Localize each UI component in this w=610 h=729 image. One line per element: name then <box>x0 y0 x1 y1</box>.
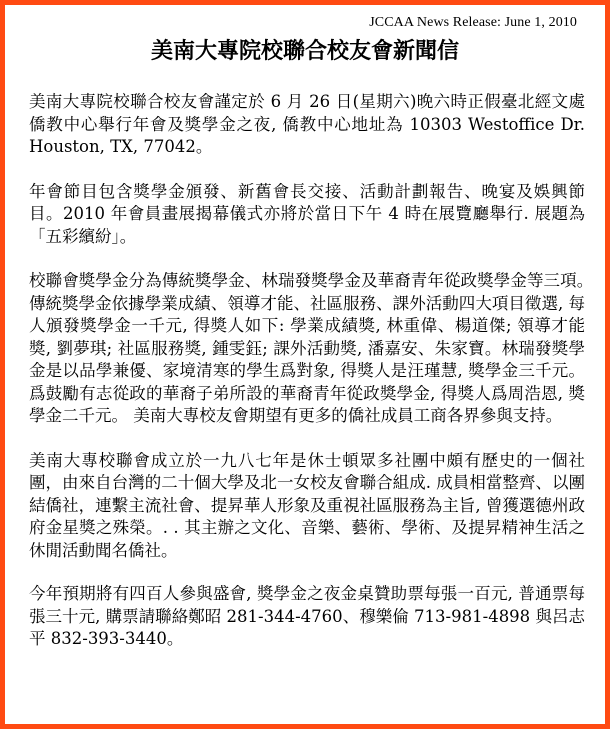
paragraph-tickets-contact: 今年預期將有四百人參與盛會, 獎學金之夜金桌贊助票每張一百元, 普通票每張三十元, 購票請聯絡鄭昭 281-344-4760、穆樂倫 713-981-4898 與呂志平 832-393-3440。 <box>29 584 585 648</box>
release-date-line: JCCAA News Release: June 1, 2010 <box>369 15 577 30</box>
paragraph-event-announcement: 美南大專院校聯合校友會謹定於 6 月 26 日(星期六)晚六時正假臺北經文處僑教中心舉行年會及獎學金之夜, 僑教中心地址為 10303 Westoffice Dr. Houston, TX, 77042。 <box>29 92 585 156</box>
article-body <box>29 91 602 673</box>
paragraph-scholarships: 校聯會獎學金分為傳統獎學金、林瑞發獎學金及華裔青年從政獎學金等三項。 傳統獎學金依據學業成績、領導才能、社區服務、課外活動四大項目徵選, 每人頒發獎學金一千元, 得獎人如下: 學業成績獎, 林重偉、楊道傑; 領導才能獎, 劉夢琪; 社區服務獎, 鍾雯鈺; 課外活動獎, 潘嘉安、朱家寶。林瑞發獎學金是以品學兼優、家境清寒的學生爲對象, 得獎人是汪瑾慧, 獎學金三千元。爲鼓勵有志從政的華裔子弟所設的華裔青年從政獎學金, 得獎人爲周浩恩, 獎學金二千元。 美南大專校友會期望有更多的僑社成員工商各界參與支持。 <box>29 271 602 425</box>
paragraph-organization-history: 美南大專校聯會成立於一九八七年是休士頓眾多社團中頗有歷史的一個社團，由來自台灣的二十個大學及北一女校友會聯合組成. 成員相當整齊、以團結僑社，連繫主流社會、提昇華人形象及重視社區服務為主旨, 曾獲選德州政府金星獎之殊榮。. . 其主辦之文化、音樂、藝術、學術、及提昇精神生活之休閒活動聞名僑社。 <box>29 450 585 560</box>
paragraph-program: 年會節目包含獎學金頒發、新舊會長交接、活動計劃報告、晚宴及娛興節目。2010 年會員畫展揭幕儀式亦將於當日下午 4 時在展覽廳舉行. 展題為「五彩繽紛」。 <box>29 181 585 246</box>
page-title: 美南大專院校聯合校友會新聞信 <box>150 38 459 64</box>
